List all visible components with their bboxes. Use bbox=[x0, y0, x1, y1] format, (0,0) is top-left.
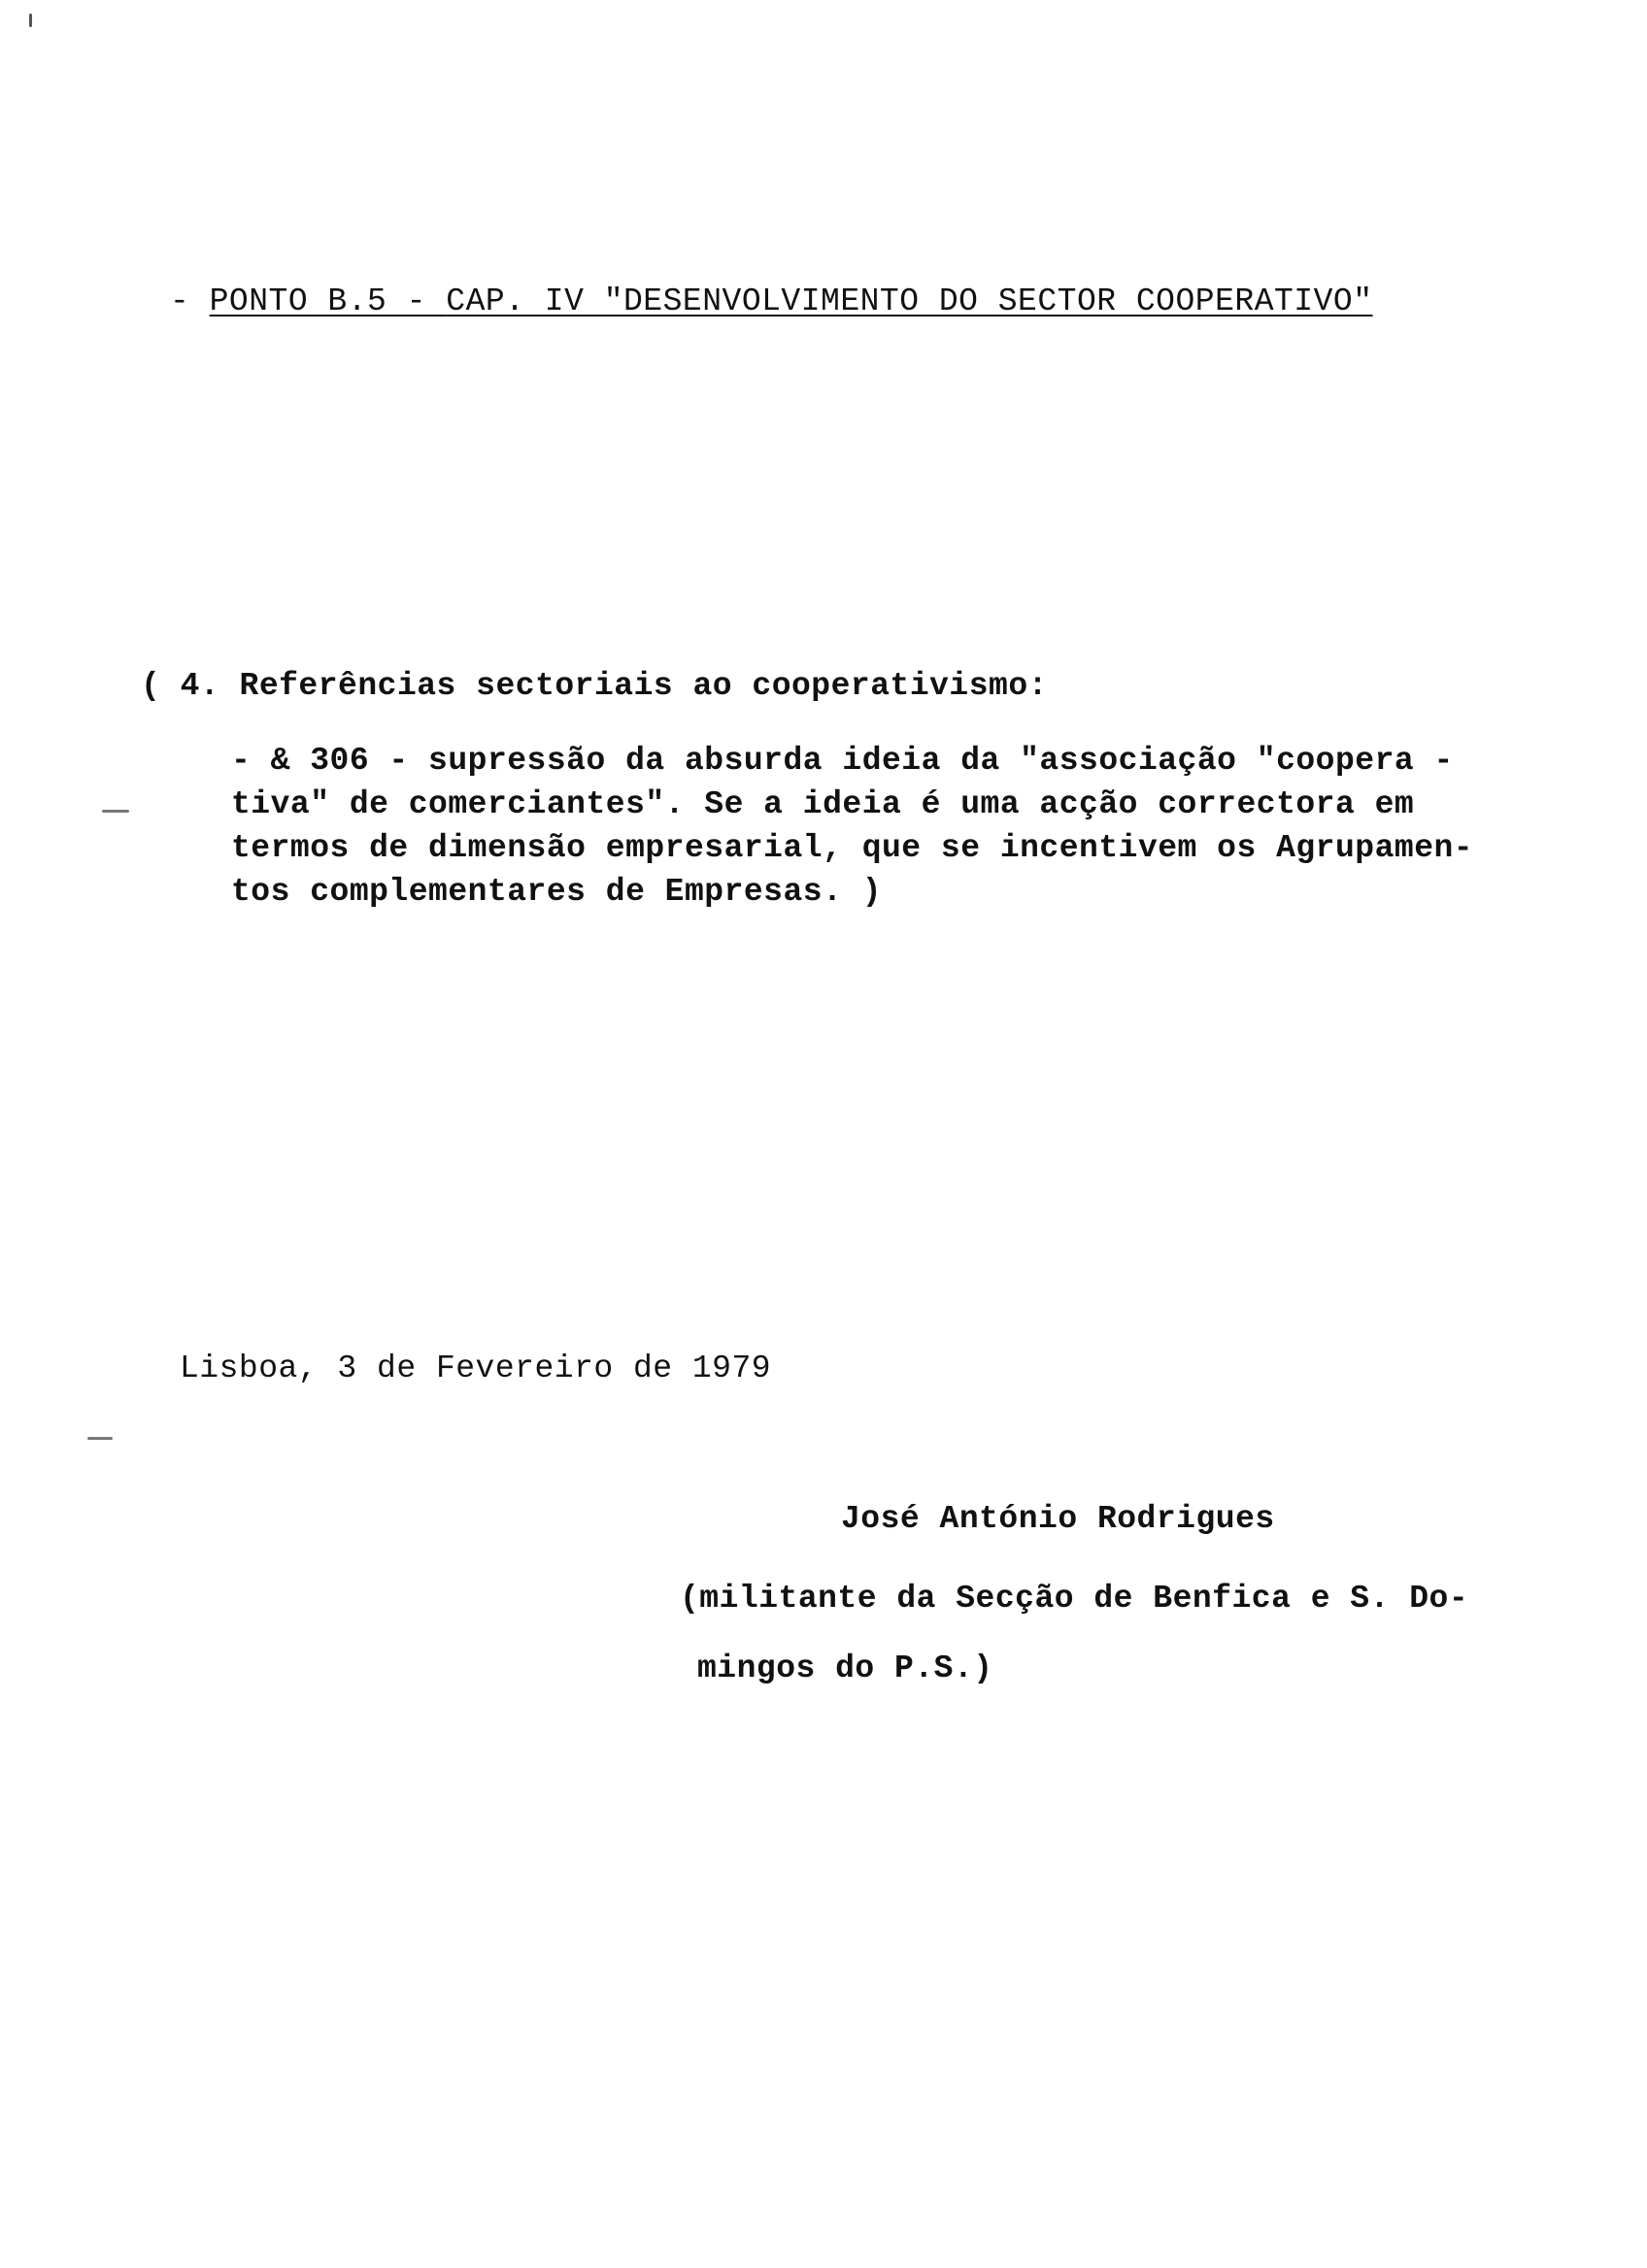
document-date: Lisboa, 3 de Fevereiro de 1979 bbox=[180, 1351, 772, 1386]
heading-point: PONTO B.5 bbox=[209, 284, 387, 319]
signature-affiliation-line-1: (militante da Secção de Benfica e S. Do- bbox=[680, 1581, 1469, 1617]
heading-dash: - bbox=[170, 284, 210, 319]
section-line-3: termos de dimensão empresarial, que se incentivem os Agrupamen- bbox=[231, 830, 1474, 866]
scan-speck bbox=[87, 1437, 113, 1440]
heading-separator: - bbox=[387, 284, 447, 319]
scan-speck bbox=[102, 810, 129, 813]
signature-name: José António Rodrigues bbox=[841, 1501, 1275, 1537]
section-line-1: - & 306 - supressão da absurda ideia da "associação "coopera - bbox=[231, 743, 1454, 779]
section-title: ( 4. Referências sectoriais ao cooperativismo: bbox=[141, 668, 1048, 704]
signature-affiliation-line-2: mingos do P.S.) bbox=[697, 1651, 993, 1686]
section-line-2: tiva" de comerciantes". Se a ideia é uma acção correctora em bbox=[231, 786, 1415, 822]
heading-chapter: CAP. IV "DESENVOLVIMENTO DO SECTOR COOPERATIVO" bbox=[446, 284, 1373, 319]
section-line-4: tos complementares de Empresas. ) bbox=[231, 874, 883, 910]
document-heading bbox=[170, 285, 1373, 317]
scan-speck bbox=[29, 14, 32, 27]
